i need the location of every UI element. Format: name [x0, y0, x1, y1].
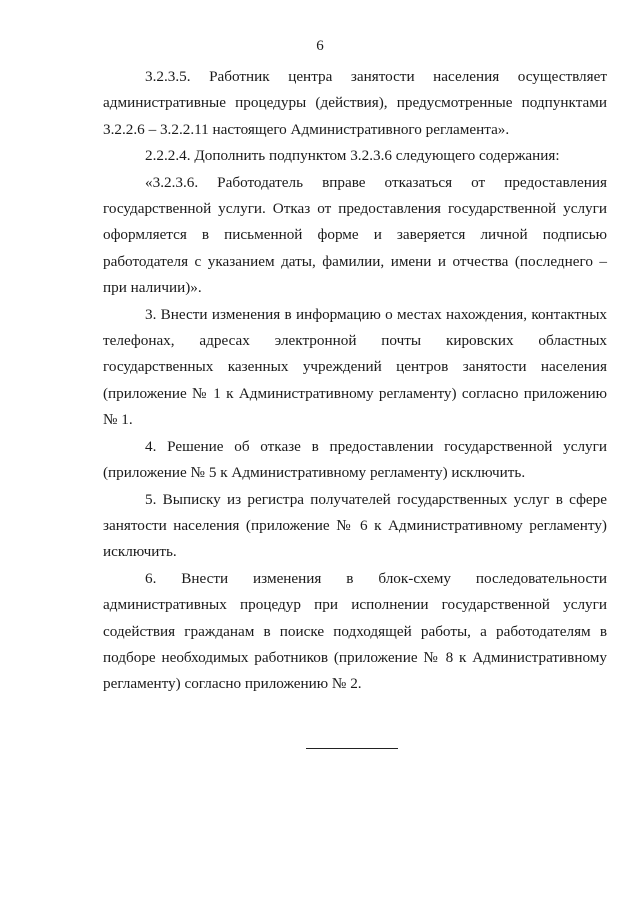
page-number: 6 [316, 38, 324, 54]
document-body [103, 64, 607, 698]
paragraph-3-2-3-6: «3.2.3.6. Работодатель вправе отказаться от предоставления государственной услуги. Отказ от предоставления государственной услуги оформляется в письменной форме и заверяется личной подписью работодателя с указанием даты, фамилии, имени и отчества (последнего – при наличии)». [103, 173, 607, 297]
paragraph-item-6: 6. Внести изменения в блок-схему последовательности административных процедур при исполнении государственной услуги содействия гражданам в поиске подходящей работы, а работодателям в подборе необходимых работников (приложение № 8 к Административному регламенту) согласно приложению № 2. [103, 569, 607, 693]
paragraph-2-2-2-4: 2.2.2.4. Дополнить подпунктом 3.2.3.6 следующего содержания: [145, 147, 560, 165]
paragraph-item-3: 3. Внести изменения в информацию о местах нахождения, контактных телефонах, адресах электронной почты кировских областных государственных казенных учреждений центров занятости населения (приложение № 1 к Административному регламенту) согласно приложению № 1. [103, 305, 607, 429]
end-of-document-rule [306, 748, 398, 749]
paragraph-item-5: 5. Выписку из регистра получателей государственных услуг в сфере занятости населения (приложение № 6 к Административному регламенту) исключить. [103, 490, 607, 561]
paragraph-3-2-3-5: 3.2.3.5. Работник центра занятости населения осуществляет административные процедуры (действия), предусмотренные подпунктами 3.2.2.6 – 3.2.2.11 настоящего Административного регламента». [103, 68, 607, 138]
paragraph-item-4: 4. Решение об отказе в предоставлении государственной услуги (приложение № 5 к Административному регламенту) исключить. [103, 437, 607, 482]
